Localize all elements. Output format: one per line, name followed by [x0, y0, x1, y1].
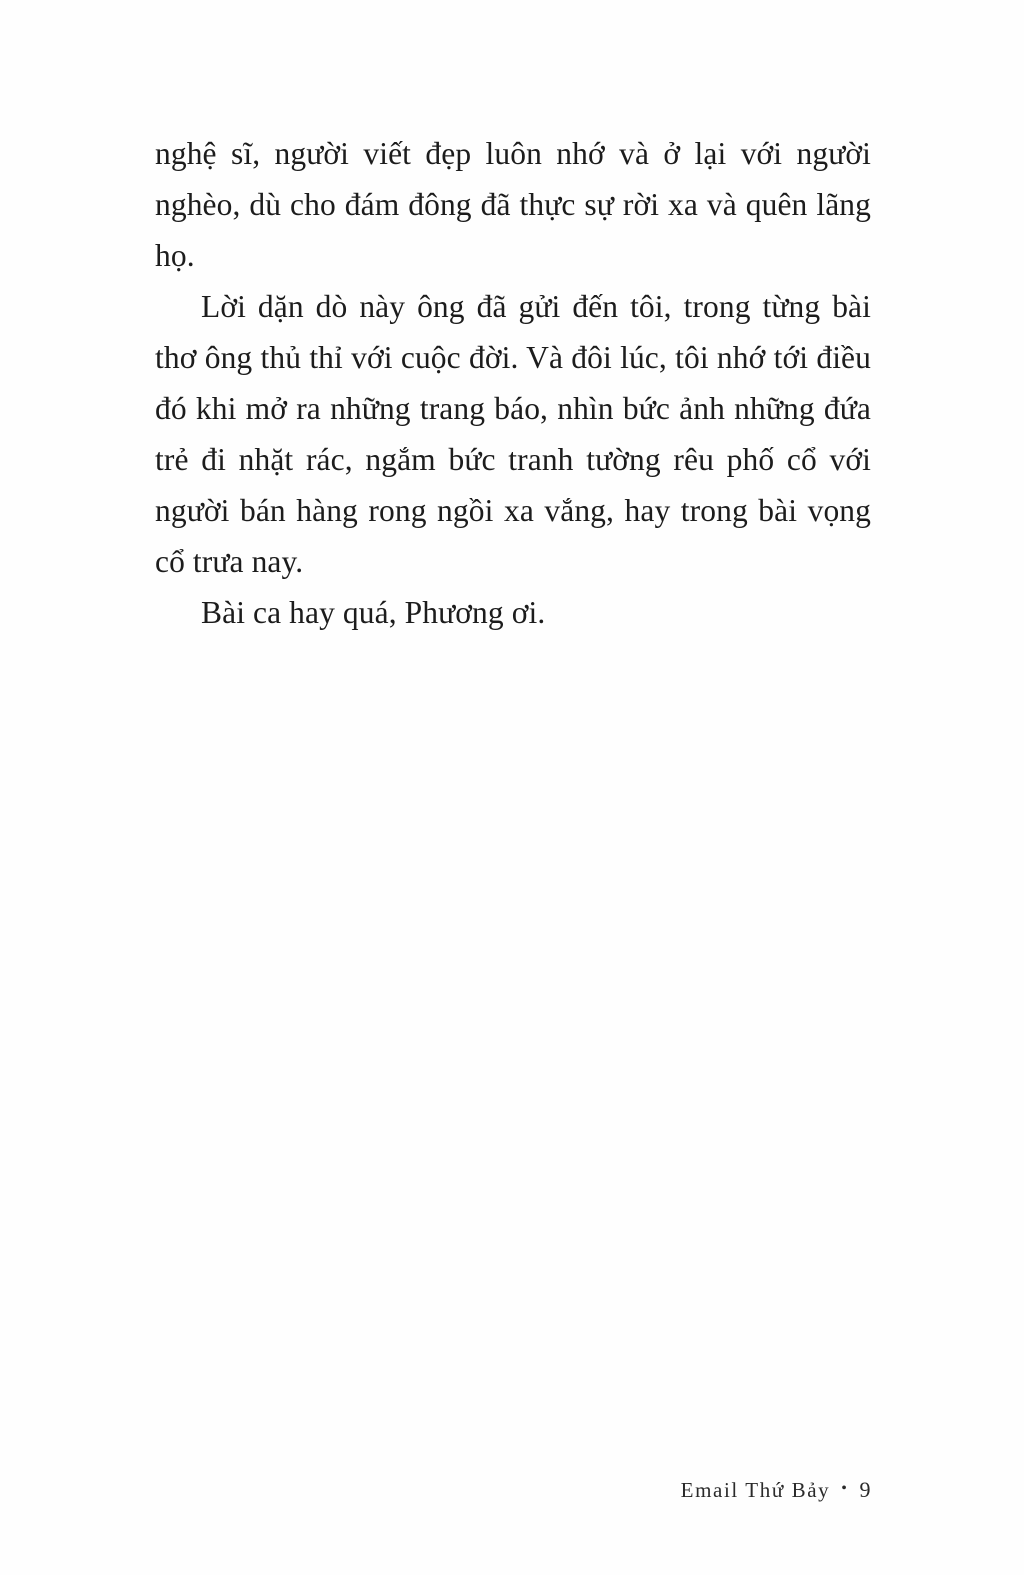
footer-separator-dot: • — [841, 1480, 849, 1497]
footer-page-number: 9 — [859, 1477, 871, 1502]
paragraph-3: Bài ca hay quá, Phương ơi. — [201, 595, 546, 631]
paragraph-1: nghệ sĩ, người viết đẹp luôn nhớ và ở lại với người nghèo, dù cho đám đông đã thực sự rời xa và quên lãng họ. — [155, 136, 871, 274]
body-text — [155, 128, 871, 638]
paragraph-2: Lời dặn dò này ông đã gửi đến tôi, trong từng bài thơ ông thủ thỉ với cuộc đời. Và đôi lúc, tôi nhớ tới điều đó khi mở ra những trang báo, nhìn bức ảnh những đứa trẻ đi nhặt rác, ngắm bức tranh tường rêu phố cổ với người bán hàng rong ngồi xa vắng, hay trong bài vọng cổ trưa nay. — [155, 289, 871, 580]
footer-book-title: Email Thứ Bảy — [680, 1477, 831, 1502]
page-footer — [681, 1477, 871, 1503]
